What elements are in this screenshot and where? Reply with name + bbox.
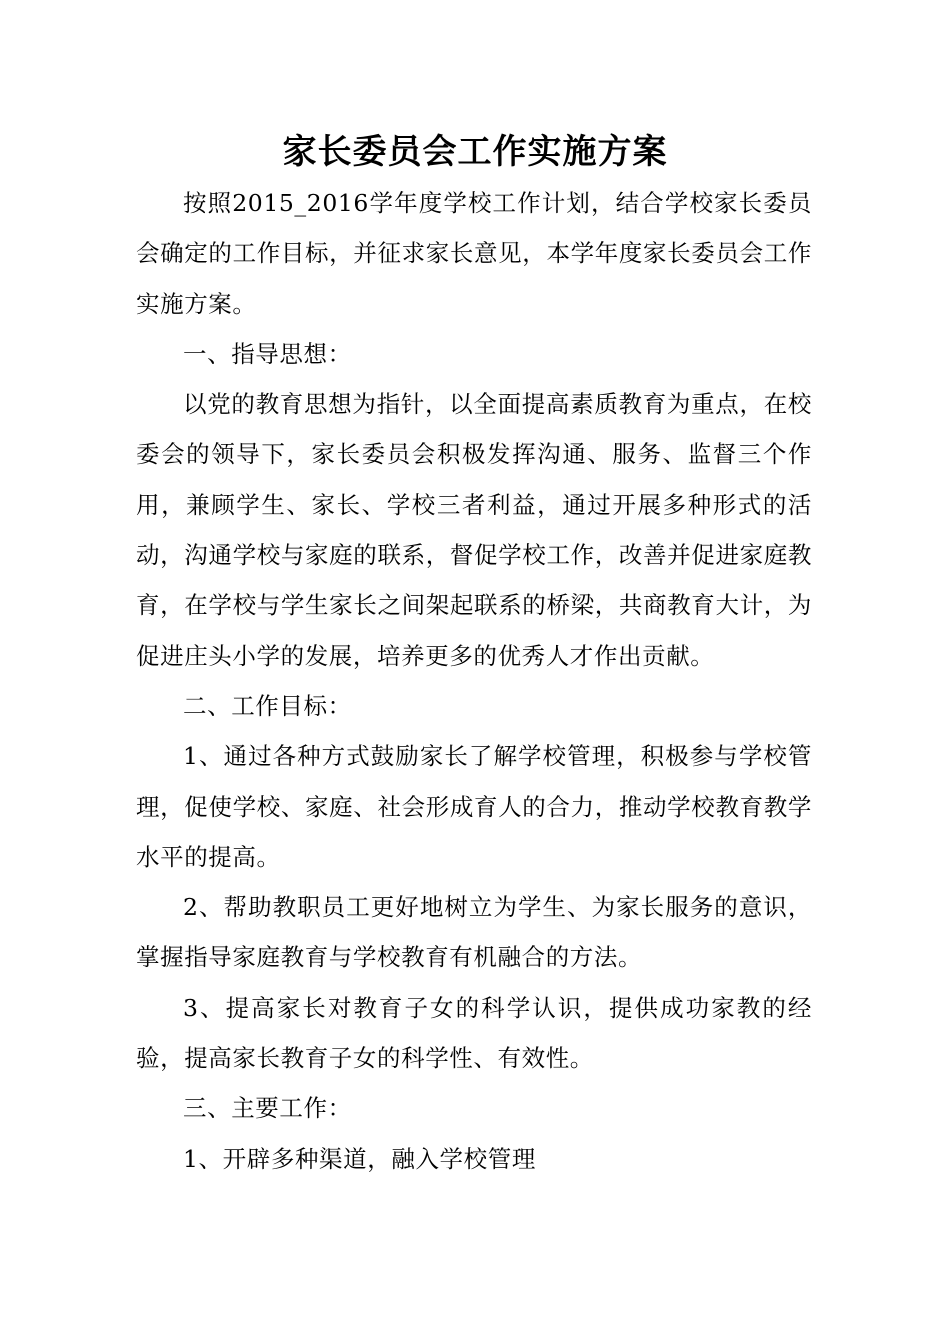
paragraph-guiding-thought: 以党的教育思想为指针，以全面提高素质教育为重点，在校委会的领导下，家长委员会积极发挥沟通、服务、监督三个作用，兼顾学生、家长、学校三者利益，通过开展多种形式的活动，沟通学校与家庭的联系，督促学校工作，改善并促进家庭教育，在学校与学生家长之间架起联系的桥梁，共商教育大计，为促进庄头小学的发展，培养更多的优秀人才作出贡献。 — [136, 390, 812, 670]
paragraph-main-work-1: 1、开辟多种渠道，融入学校管理 — [183, 1144, 536, 1173]
paragraph-intro: 按照2015_2016学年度学校工作计划，结合学校家长委员会确定的工作目标，并征求家长意见，本学年度家长委员会工作实施方案。 — [136, 189, 812, 318]
document-body — [136, 178, 812, 1184]
section-heading-work-goals: 二、工作目标： — [183, 691, 352, 720]
section-heading-guiding-thought: 一、指导思想： — [183, 339, 352, 368]
document-title: 家长委员会工作实施方案 — [282, 132, 668, 172]
section-heading-main-work: 三、主要工作： — [183, 1094, 352, 1123]
paragraph-goal-1: 1、通过各种方式鼓励家长了解学校管理，积极参与学校管理，促使学校、家庭、社会形成育人的合力，推动学校教育教学水平的提高。 — [136, 742, 812, 871]
paragraph-goal-2: 2、帮助教职员工更好地树立为学生、为家长服务的意识，掌握指导家庭教育与学校教育有机融合的方法。 — [136, 893, 812, 972]
paragraph-goal-3: 3、提高家长对教育子女的科学认识，提供成功家教的经验，提高家长教育子女的科学性、有效性。 — [136, 993, 812, 1073]
